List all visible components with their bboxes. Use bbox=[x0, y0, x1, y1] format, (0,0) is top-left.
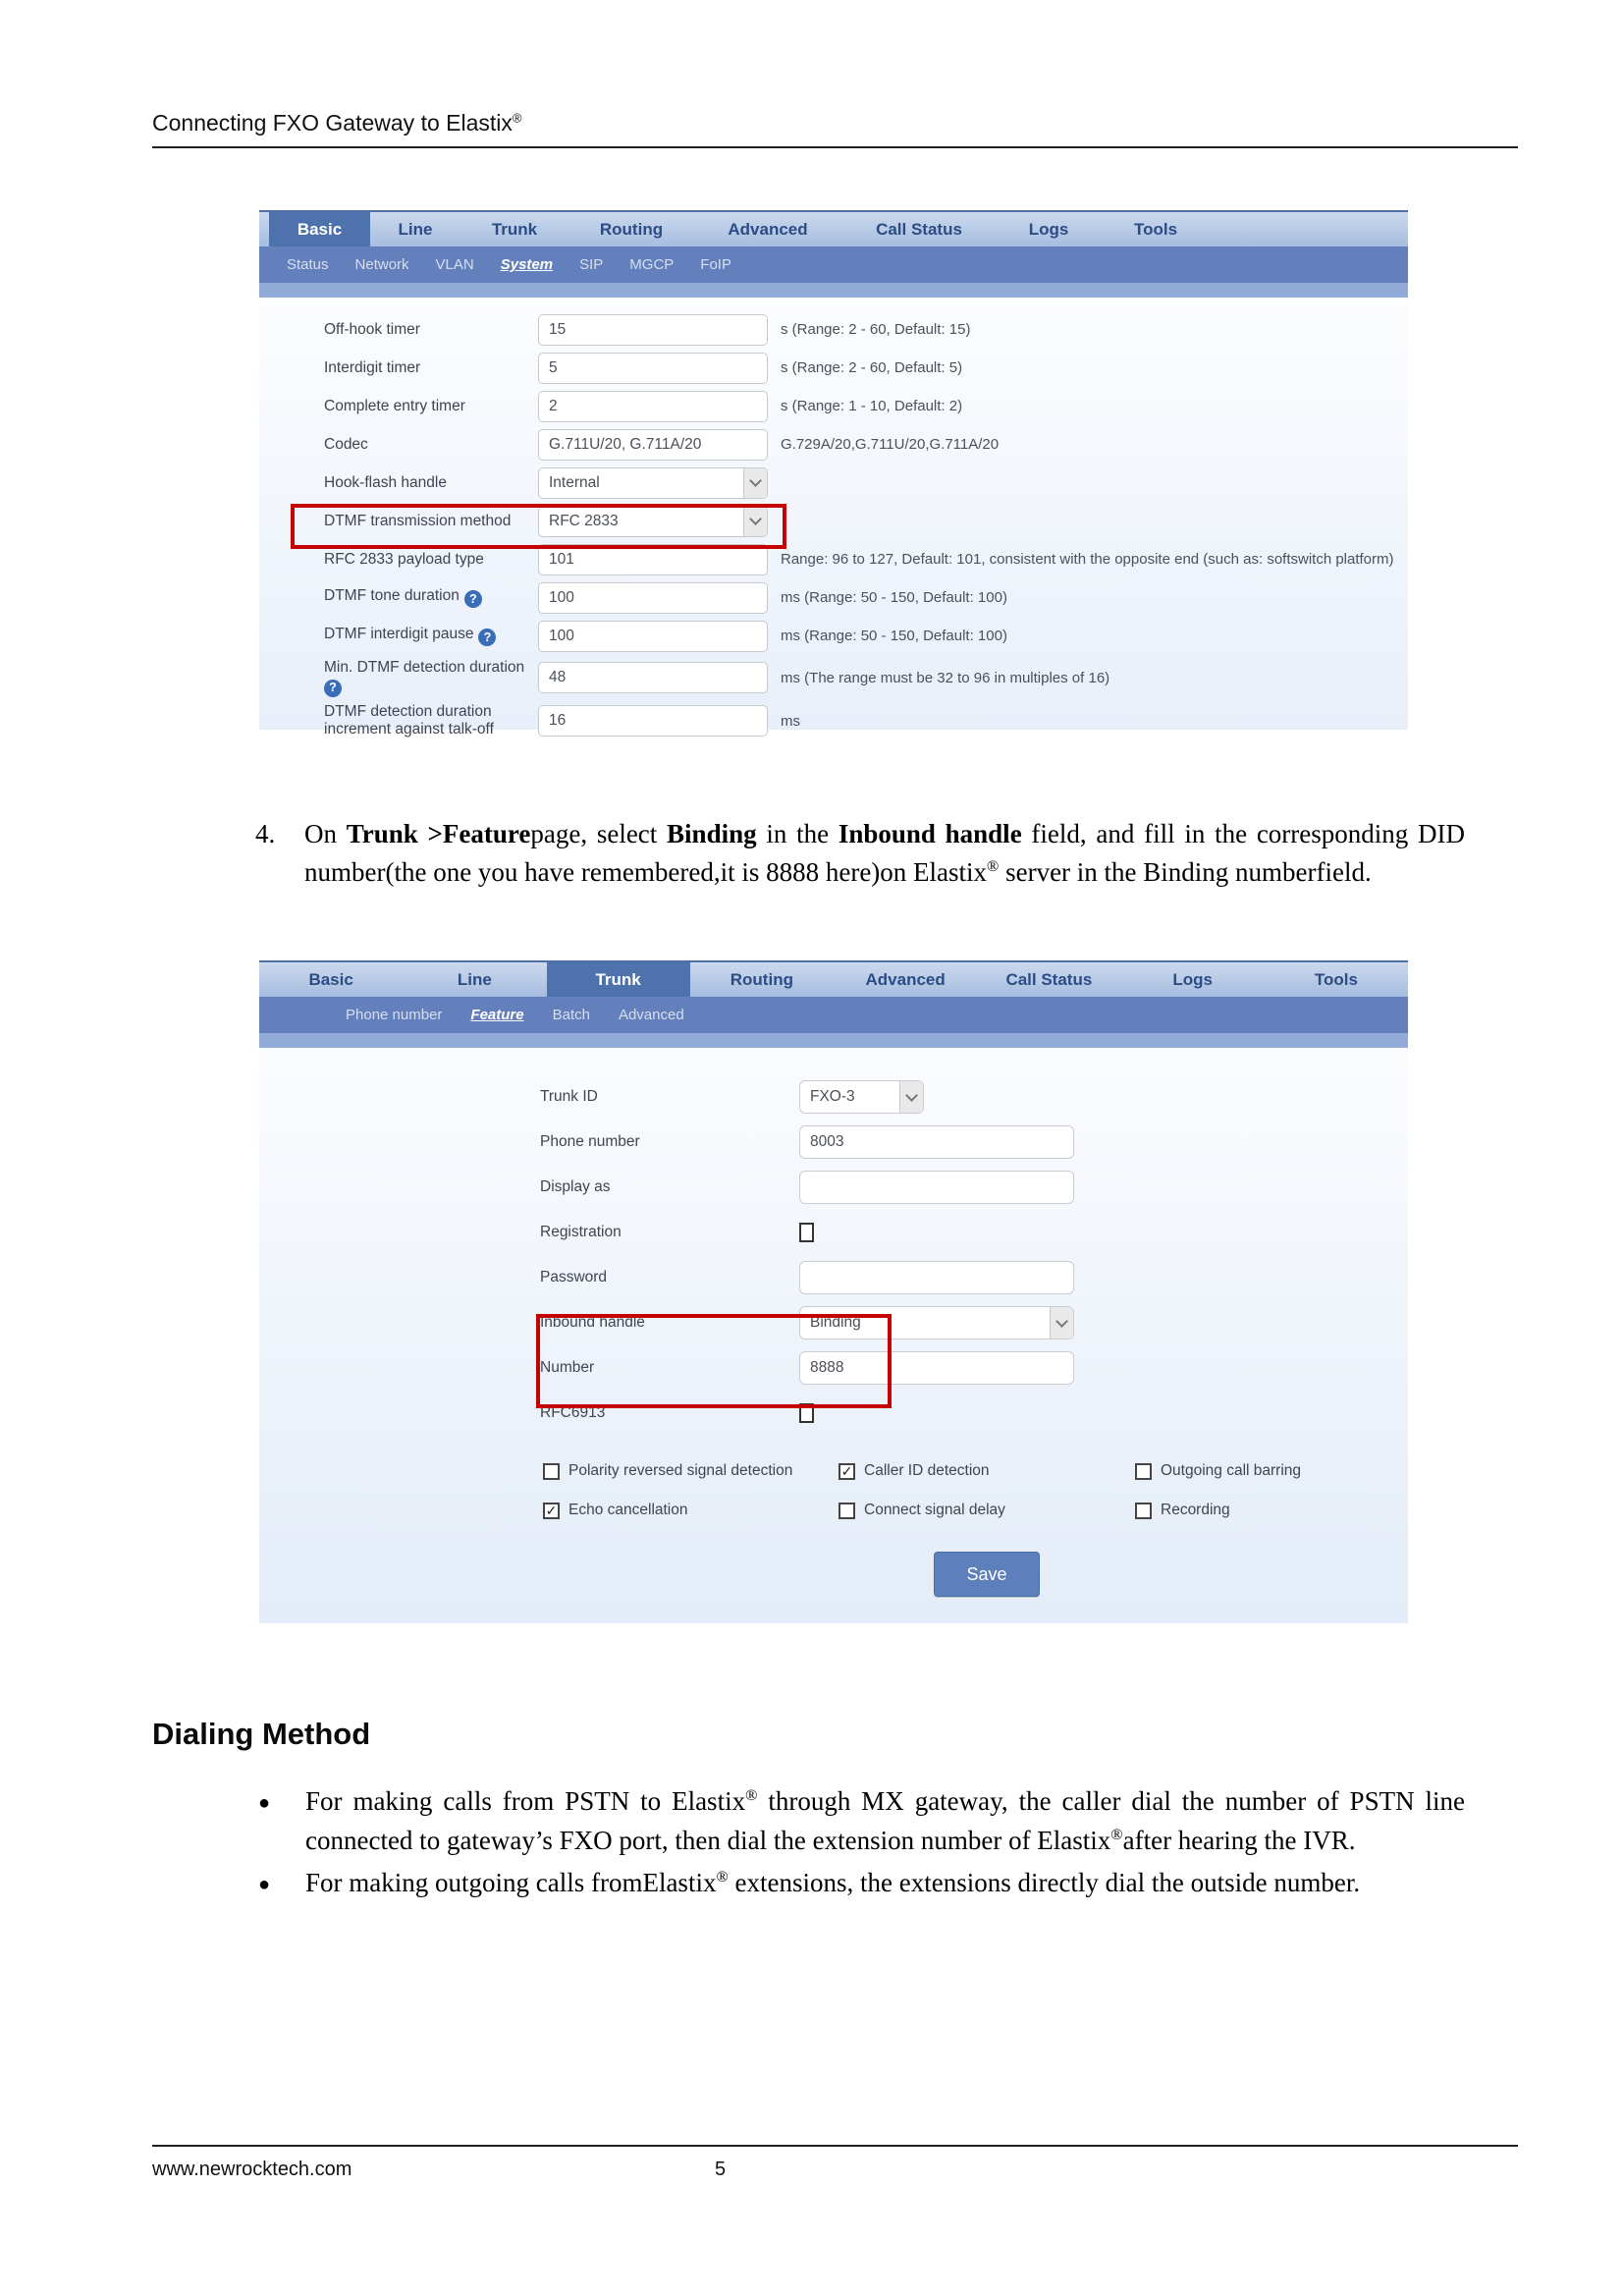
offhook-timer-input[interactable]: 15 bbox=[538, 314, 768, 346]
toolbar-strip bbox=[259, 283, 1408, 298]
hookflash-handle-select[interactable]: Internal bbox=[538, 467, 768, 499]
min-dtmf-detection-input[interactable]: 48 bbox=[538, 662, 768, 693]
highlight-box-dtmf-method bbox=[291, 504, 786, 549]
tab-trunk[interactable]: Trunk bbox=[547, 962, 690, 997]
tab-tools[interactable]: Tools bbox=[1133, 219, 1178, 239]
form-row-codec bbox=[324, 425, 1408, 464]
form-row-min-dtmf-detection bbox=[324, 655, 1408, 700]
field-label: Hook-flash handle bbox=[324, 473, 447, 491]
option-echo-cancellation[interactable]: ✓ Echo cancellation bbox=[543, 1491, 839, 1530]
form-row-registration bbox=[540, 1210, 1408, 1255]
form-row-interdigit-timer bbox=[324, 349, 1408, 387]
subtab-foip[interactable]: FoIP bbox=[700, 256, 731, 273]
form-row-trunk-id bbox=[540, 1074, 1408, 1120]
sub-tab-bar bbox=[259, 997, 1408, 1033]
checkbox-unchecked[interactable] bbox=[1135, 1503, 1152, 1519]
save-button[interactable]: Save bbox=[934, 1552, 1040, 1597]
tab-line[interactable]: Line bbox=[457, 969, 492, 989]
rfc2833-payload-input[interactable]: 101 bbox=[538, 544, 768, 575]
checkbox-unchecked[interactable] bbox=[839, 1503, 855, 1519]
footer-rule bbox=[152, 2145, 1518, 2147]
subtab-vlan[interactable]: VLAN bbox=[435, 256, 474, 273]
form-row-phone-number bbox=[540, 1120, 1408, 1165]
dropdown-arrow-icon[interactable] bbox=[743, 468, 767, 498]
field-label: Phone number bbox=[540, 1133, 640, 1150]
bullet-icon: ● bbox=[258, 1874, 271, 1895]
field-label: DTMF interdigit pause ? bbox=[324, 626, 538, 646]
inbound-handle-select[interactable]: Binding bbox=[799, 1306, 1074, 1339]
field-hint: ms (The range must be 32 to 96 in multiples of 16) bbox=[781, 669, 1110, 686]
footer-page-number: 5 bbox=[715, 2159, 727, 2180]
option-recording[interactable]: Recording bbox=[1135, 1491, 1408, 1530]
subtab-advanced[interactable]: Advanced bbox=[618, 1007, 684, 1023]
field-hint: s (Range: 2 - 60, Default: 15) bbox=[781, 321, 971, 338]
footer-url: www.newrocktech.com bbox=[152, 2159, 352, 2180]
subtab-system[interactable]: System bbox=[500, 256, 554, 273]
form-row-dtmf-tone-duration bbox=[324, 578, 1408, 617]
tab-line[interactable]: Line bbox=[398, 219, 433, 239]
field-label: DTMF transmission method bbox=[324, 512, 512, 529]
field-hint: ms (Range: 50 - 150, Default: 100) bbox=[781, 589, 1007, 606]
form-row-password bbox=[540, 1255, 1408, 1300]
field-hint: ms bbox=[781, 712, 800, 730]
subtab-phone-number[interactable]: Phone number bbox=[346, 1007, 443, 1023]
tab-tools[interactable]: Tools bbox=[1314, 969, 1358, 989]
field-label: Display as bbox=[540, 1178, 611, 1195]
main-tab-bar bbox=[259, 210, 1408, 246]
form-row-complete-entry-timer bbox=[324, 387, 1408, 425]
bullet-text: For making outgoing calls fromElastix® extensions, the extensions directly dial the outside number. bbox=[305, 1868, 1361, 1897]
binding-number-input[interactable]: 8888 bbox=[799, 1351, 1074, 1385]
codec-input[interactable]: G.711U/20, G.711A/20 bbox=[538, 429, 768, 461]
field-label: Password bbox=[540, 1269, 608, 1285]
option-outgoing-call-barring[interactable]: Outgoing call barring bbox=[1135, 1451, 1408, 1491]
option-checkbox-grid bbox=[259, 1451, 1408, 1530]
list-item bbox=[258, 1863, 1465, 1904]
tab-call-status[interactable]: Call Status bbox=[1005, 969, 1093, 989]
field-label: Complete entry timer bbox=[324, 397, 465, 414]
page-header-title: Connecting FXO Gateway to Elastix® bbox=[152, 110, 522, 136]
bullet-text: For making calls from PSTN to Elastix® through MX gateway, the caller dial the number of PSTN line connected to gateway’s FXO port, then dial the extension number of Elastix®after hearing the IVR. bbox=[305, 1786, 1465, 1855]
header-rule bbox=[152, 146, 1518, 148]
field-hint: s (Range: 1 - 10, Default: 2) bbox=[781, 398, 963, 414]
tab-basic[interactable]: Basic bbox=[308, 969, 353, 989]
field-hint: ms (Range: 50 - 150, Default: 100) bbox=[781, 628, 1007, 644]
tab-routing[interactable]: Routing bbox=[730, 969, 793, 989]
field-label: DTMF tone duration ? bbox=[324, 587, 538, 608]
form-row-offhook-timer bbox=[324, 310, 1408, 349]
field-label: Min. DTMF detection duration ? bbox=[324, 659, 538, 697]
display-as-input[interactable] bbox=[799, 1171, 1074, 1204]
checkbox-unchecked[interactable] bbox=[543, 1463, 560, 1480]
subtab-mgcp[interactable]: MGCP bbox=[629, 256, 675, 273]
option-polarity-reversed[interactable]: Polarity reversed signal detection bbox=[543, 1451, 839, 1491]
tab-logs[interactable]: Logs bbox=[1028, 219, 1069, 239]
complete-entry-timer-input[interactable]: 2 bbox=[538, 391, 768, 422]
field-hint: s (Range: 2 - 60, Default: 5) bbox=[781, 359, 963, 376]
screenshot-basic-system bbox=[259, 210, 1408, 738]
option-connect-signal-delay[interactable]: Connect signal delay bbox=[839, 1491, 1135, 1530]
subtab-network[interactable]: Network bbox=[354, 256, 409, 273]
tab-routing[interactable]: Routing bbox=[599, 219, 664, 239]
field-label: Inbound handle bbox=[540, 1314, 645, 1331]
field-label: Registration bbox=[540, 1224, 622, 1240]
toolbar-strip bbox=[259, 1033, 1408, 1048]
form-row-dtmf-interdigit-pause bbox=[324, 617, 1408, 655]
tab-trunk[interactable]: Trunk bbox=[491, 219, 538, 239]
dtmf-transmission-method-select[interactable]: RFC 2833 bbox=[538, 506, 768, 537]
password-input[interactable] bbox=[799, 1261, 1074, 1294]
field-label: RFC 2833 payload type bbox=[324, 550, 484, 568]
tab-basic[interactable]: Basic bbox=[269, 212, 370, 246]
bullet-icon: ● bbox=[258, 1792, 271, 1814]
field-hint: Range: 96 to 127, Default: 101, consistent with the opposite end (such as: softswitch platform) bbox=[781, 551, 1394, 568]
subtab-feature[interactable]: Feature bbox=[470, 1007, 524, 1023]
subtab-sip[interactable]: SIP bbox=[579, 256, 604, 273]
field-hint: G.729A/20,G.711U/20,G.711A/20 bbox=[781, 436, 1000, 453]
step-number: 4. bbox=[255, 819, 276, 848]
sub-tab-bar bbox=[259, 246, 1408, 283]
field-label: Interdigit timer bbox=[324, 358, 421, 376]
screenshot-trunk-feature bbox=[259, 960, 1408, 1625]
form-row-dtmf-increment bbox=[324, 700, 1408, 741]
trunk-id-select[interactable]: FXO-3 bbox=[799, 1080, 924, 1114]
registered-mark: ® bbox=[512, 110, 522, 126]
dropdown-arrow-icon[interactable] bbox=[899, 1081, 923, 1113]
registration-checkbox[interactable] bbox=[799, 1223, 814, 1242]
help-icon[interactable]: ? bbox=[478, 629, 496, 646]
dtmf-interdigit-pause-input[interactable]: 100 bbox=[538, 621, 768, 652]
dtmf-increment-input[interactable]: 16 bbox=[538, 705, 768, 737]
tab-logs[interactable]: Logs bbox=[1172, 969, 1213, 989]
dropdown-arrow-icon[interactable] bbox=[1050, 1307, 1073, 1339]
subtab-status[interactable]: Status bbox=[287, 256, 329, 273]
form-row-hookflash-handle bbox=[324, 464, 1408, 502]
phone-number-input[interactable]: 8003 bbox=[799, 1125, 1074, 1159]
section-heading-dialing-method: Dialing Method bbox=[152, 1717, 371, 1751]
field-label: RFC6913 bbox=[540, 1404, 606, 1421]
main-tab-bar bbox=[259, 960, 1408, 997]
dtmf-tone-duration-input[interactable]: 100 bbox=[538, 582, 768, 614]
field-label: Codec bbox=[324, 435, 368, 453]
list-item bbox=[258, 1781, 1465, 1860]
help-icon[interactable]: ? bbox=[324, 680, 342, 697]
checkbox-checked[interactable]: ✓ bbox=[839, 1463, 855, 1480]
field-label: DTMF detection duration increment against talk-off bbox=[324, 703, 494, 738]
step-text: On Trunk >Featurepage, select Binding in the Inbound handle field, and fill in the corresponding DID number(the one you have remembered,it is 8888 here)on Elastix® server in the Binding numberfield. bbox=[304, 819, 1465, 887]
help-icon[interactable]: ? bbox=[464, 590, 482, 608]
subtab-batch[interactable]: Batch bbox=[552, 1007, 590, 1023]
highlight-box-inbound-binding bbox=[536, 1314, 892, 1408]
field-label: Number bbox=[540, 1359, 595, 1376]
step-4-paragraph bbox=[255, 815, 1465, 892]
tab-advanced[interactable]: Advanced bbox=[865, 969, 946, 989]
interdigit-timer-input[interactable]: 5 bbox=[538, 353, 768, 384]
field-label: Trunk ID bbox=[540, 1088, 598, 1105]
field-label: Off-hook timer bbox=[324, 320, 420, 338]
form-row-display-as bbox=[540, 1165, 1408, 1210]
option-caller-id-detection[interactable]: ✓ Caller ID detection bbox=[839, 1451, 1135, 1491]
tab-call-status[interactable]: Call Status bbox=[876, 219, 962, 239]
dialing-method-list bbox=[258, 1781, 1465, 1907]
tab-advanced[interactable]: Advanced bbox=[728, 219, 808, 239]
checkbox-checked[interactable]: ✓ bbox=[543, 1503, 560, 1519]
checkbox-unchecked[interactable] bbox=[1135, 1463, 1152, 1480]
